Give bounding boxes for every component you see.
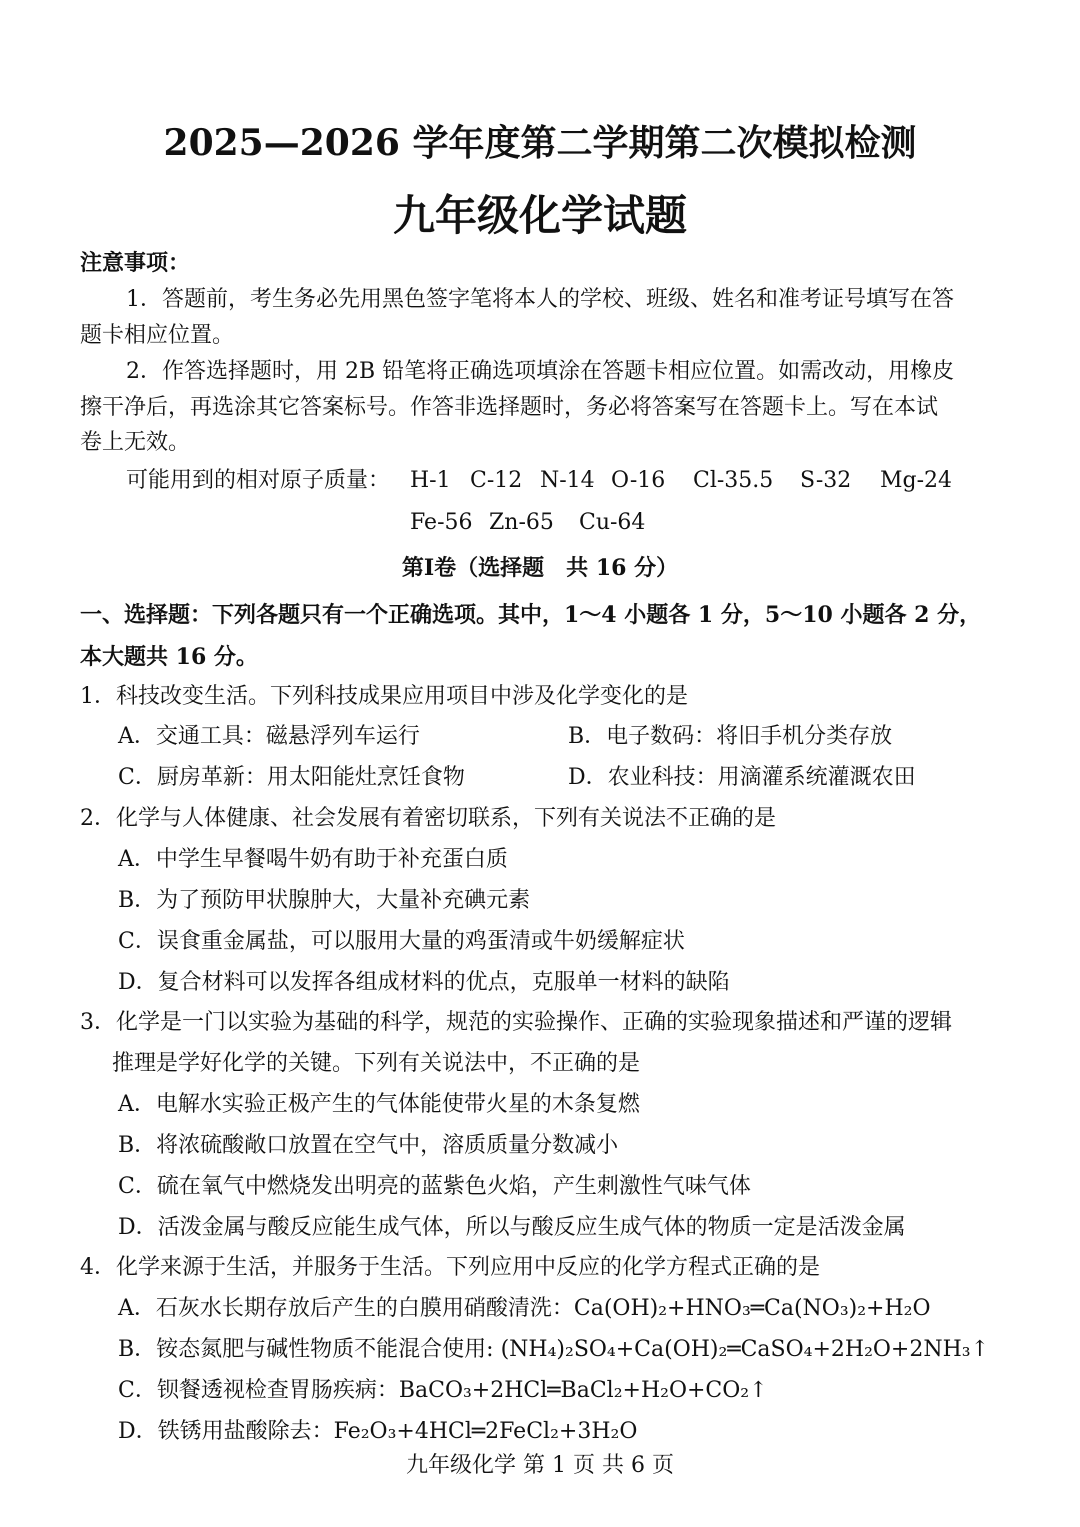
atomic-mass-item: C-12 bbox=[470, 468, 523, 493]
section-title: 第Ⅰ卷（选择题 共 16 分） bbox=[401, 555, 679, 581]
question-2-option-c: C．误食重金属盐，可以服用大量的鸡蛋清或牛奶缓解症状 bbox=[118, 929, 685, 954]
notice-item-1-line-1: 1．答题前，考生务必先用黑色签字笔将本人的学校、班级、姓名和准考证号填写在答 bbox=[126, 287, 954, 312]
question-2-option-d: D．复合材料可以发挥各组成材料的优点，克服单一材料的缺陷 bbox=[118, 970, 730, 995]
question-1-option-b: B．电子数码：将旧手机分类存放 bbox=[568, 724, 893, 749]
atomic-mass-item: H-1 bbox=[410, 468, 451, 493]
question-3-stem-line-2: 推理是学好化学的关键。下列有关说法中，不正确的是 bbox=[112, 1051, 641, 1076]
notice-item-2-line-2: 擦干净后，再选涂其它答案标号。作答非选择题时，务必将答案写在答题卡上。写在本试 bbox=[80, 395, 939, 420]
question-4-option-d: D．铁锈用盐酸除去：Fe₂O₃+4HCl═2FeCl₂+3H₂O bbox=[118, 1419, 638, 1444]
question-3-option-c: C．硫在氧气中燃烧发出明亮的蓝紫色火焰，产生刺激性气味气体 bbox=[118, 1174, 751, 1199]
question-3-option-a: A．电解水实验正极产生的气体能使带火星的木条复燃 bbox=[118, 1092, 640, 1117]
exam-title: 2025—2026 学年度第二学期第二次模拟检测 bbox=[163, 122, 917, 164]
question-1-option-a: A．交通工具：磁悬浮列车运行 bbox=[118, 724, 420, 749]
atomic-mass-item: Cl-35.5 bbox=[693, 468, 774, 493]
question-2-option-b: B．为了预防甲状腺肿大，大量补充碘元素 bbox=[118, 888, 531, 913]
question-3-stem-line-1: 3．化学是一门以实验为基础的科学，规范的实验操作、正确的实验现象描述和严谨的逻辑 bbox=[80, 1010, 953, 1035]
atomic-mass-item: Cu-64 bbox=[579, 510, 646, 535]
question-3-option-d: D．活泼金属与酸反应能生成气体，所以与酸反应生成气体的物质一定是活泼金属 bbox=[118, 1215, 906, 1240]
question-4-option-a: A．石灰水长期存放后产生的白膜用硝酸清洗：Ca(OH)₂+HNO₃═Ca(NO₃)₂+H₂O bbox=[118, 1296, 931, 1321]
notice-item-2-line-3: 卷上无效。 bbox=[80, 430, 191, 455]
atomic-mass-item: Fe-56 bbox=[410, 510, 473, 535]
question-4-option-c: C．钡餐透视检查胃肠疾病：BaCO₃+2HCl═BaCl₂+H₂O+CO₂↑ bbox=[118, 1378, 768, 1403]
atomic-mass-item: S-32 bbox=[800, 468, 852, 493]
notice-item-1-line-2: 题卡相应位置。 bbox=[80, 323, 235, 348]
question-1-option-d: D．农业科技：用滴灌系统灌溉农田 bbox=[568, 765, 916, 790]
question-1-option-c: C．厨房革新：用太阳能灶烹饪食物 bbox=[118, 765, 465, 790]
question-2-option-a: A．中学生早餐喝牛奶有助于补充蛋白质 bbox=[118, 847, 508, 872]
section-instruction-line-1: 一、选择题：下列各题只有一个正确选项。其中，1～4 小题各 1 分，5～10 小题各 2 分， bbox=[80, 602, 982, 628]
question-4-option-b: B．铵态氮肥与碱性物质不能混合使用: (NH₄)₂SO₄+Ca(OH)₂═CaSO₄+2H₂O+2NH₃↑ bbox=[118, 1337, 990, 1362]
atomic-mass-item: Zn-65 bbox=[489, 510, 554, 535]
notice-item-2-line-1: 2．作答选择题时，用 2B 铅笔将正确选项填涂在答题卡相应位置。如需改动，用橡皮 bbox=[126, 359, 955, 384]
exam-subtitle: 九年级化学试题 bbox=[392, 191, 687, 240]
question-1-stem: 1．科技改变生活。下列科技成果应用项目中涉及化学变化的是 bbox=[80, 684, 688, 709]
section-instruction-line-2: 本大题共 16 分。 bbox=[80, 644, 258, 670]
question-3-option-b: B．将浓硫酸敞口放置在空气中，溶质质量分数减小 bbox=[118, 1133, 619, 1158]
atomic-mass-item: Mg-24 bbox=[880, 468, 953, 493]
atomic-mass-label: 可能用到的相对原子质量： bbox=[126, 468, 391, 493]
atomic-mass-item: O-16 bbox=[611, 468, 666, 493]
atomic-mass-item: N-14 bbox=[540, 468, 595, 493]
page-footer: 九年级化学 第 1 页 共 6 页 bbox=[406, 1453, 674, 1478]
question-4-stem: 4．化学来源于生活，并服务于生活。下列应用中反应的化学方程式正确的是 bbox=[80, 1255, 820, 1280]
question-2-stem: 2．化学与人体健康、社会发展有着密切联系，下列有关说法不正确的是 bbox=[80, 806, 776, 831]
notice-heading: 注意事项： bbox=[80, 250, 191, 276]
